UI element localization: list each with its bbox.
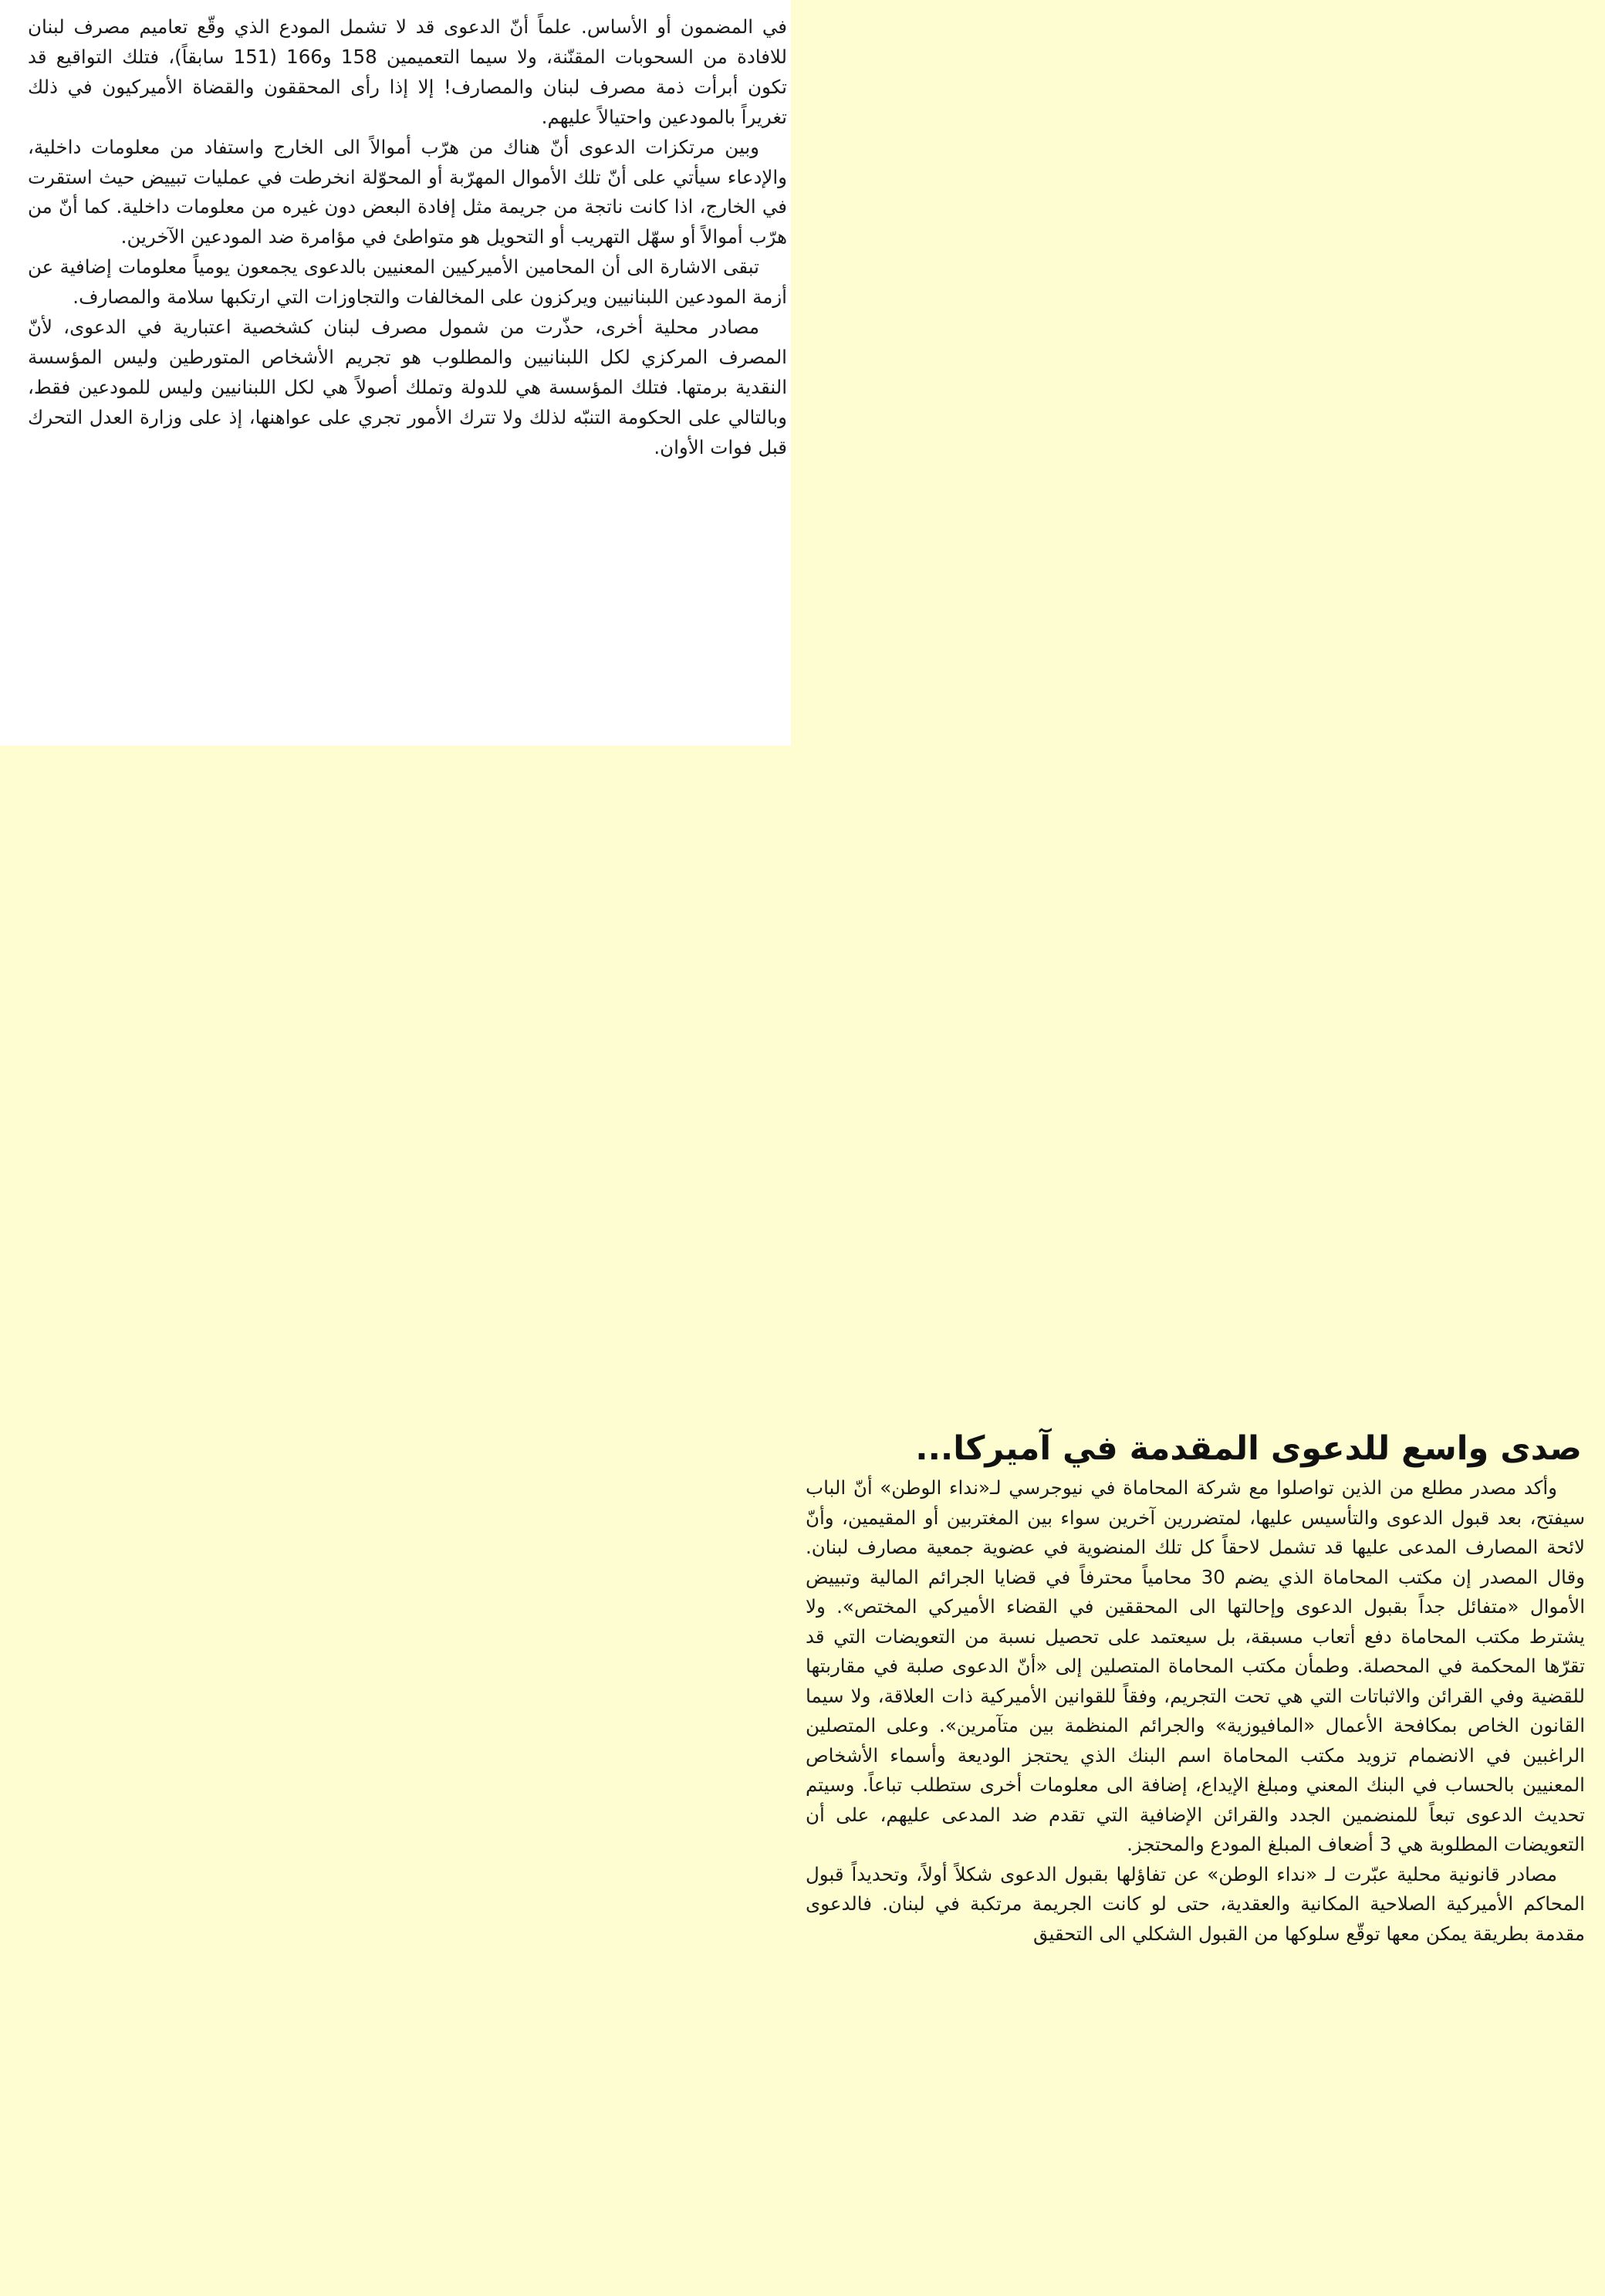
top-article-column xyxy=(28,12,787,463)
bottom-paragraph-1: وأكد مصدر مطلع من الذين تواصلوا مع شركة المحاماة في نيوجرسي لـ«نداء الوطن» أنّ الباب سيفتح، بعد قبول الدعوى والتأسيس عليها، لمتضررين آخرين سواء بين المغتربين أو المقيمين، وأنّ لائحة المصارف المدعى عليها قد تشمل لاحقاً كل تلك المنضوية في عضوية جمعية مصارف لبنان. وقال المصدر إن مكتب المحاماة الذي يضم 30 محامياً محترفاً في قضايا الجرائم المالية وتبييض الأموال «متفائل جداً بقبول الدعوى وإحالتها الى المحققين في القضاء الأميركي المختص». ولا يشترط مكتب المحاماة دفع أتعاب مسبقة، بل سيعتمد على تحصيل نسبة من التعويضات التي قد تقرّها المحكمة في المحصلة. وطمأن مكتب المحاماة المتصلين إلى «أنّ الدعوى صلبة في مقاربتها للقضية وفي القرائن والاثباتات التي هي تحت التجريم، وفقاً للقوانين الأميركية ذات العلاقة، ولا سيما القانون الخاص بمكافحة الأعمال «المافيوزية» والجرائم المنظمة بين متآمرين». وعلى المتصلين الراغبين في الانضمام تزويد مكتب المحاماة اسم البنك الذي يحتجز الوديعة وأسماء الأشخاص المعنيين بالحساب في البنك المعني ومبلغ الإيداع، إضافة الى معلومات أخرى ستطلب تباعاً. وسيتم تحديث الدعوى تبعاً للمنضمين الجدد والقرائن الإضافية التي تقدم ضد المدعى عليهم، على أن التعويضات المطلوبة هي 3 أضعاف المبلغ المودع والمحتجز. xyxy=(806,1476,1585,1855)
bottom-article-column xyxy=(806,1473,1585,1949)
top-paragraph-2: وبين مرتكزات الدعوى أنّ هناك من هرّب أموالاً الى الخارج واستفاد من معلومات داخلية، والإدعاء سيأتي على أنّ تلك الأموال المهرّبة أو المحوّلة انخرطت في عمليات تبييض حيث استقرت في الخارج، اذا كانت ناتجة من جريمة مثل إفادة البعض دون غيره من معلومات داخلية. كما أنّ من هرّب أموالاً أو سهّل التهريب أو التحويل هو متواطئ في مؤامرة ضد المودعين الآخرين. xyxy=(28,135,787,249)
top-paragraph-3: تبقى الاشارة الى أن المحامين الأميركيين المعنيين بالدعوى يجمعون يومياً معلومات إضافية عن أزمة المودعين اللبنانيين ويركزون على المخالفات والتجاوزات التي ارتكبها سلامة والمصارف. xyxy=(28,255,787,309)
top-paragraph-4: مصادر محلية أخرى، حذّرت من شمول مصرف لبنان كشخصية اعتبارية في الدعوى، لأنّ المصرف المركزي لكل اللبنانيين والمطلوب هو تجريم الأشخاص المتورطين وليس المؤسسة النقدية برمتها. فتلك المؤسسة هي للدولة وتملك أصولاً هي لكل اللبنانيين وليس للمودعين فقط، وبالتالي على الحكومة التنبّه لذلك ولا تترك الأمور تجري على عواهنها، إذ على وزارة العدل التحرك قبل فوات الأوان. xyxy=(28,316,787,458)
section-headline: صدى واسع للدعوى المقدمة في آميركا... xyxy=(915,1429,1582,1468)
bottom-paragraph-2: مصادر قانونية محلية عبّرت لـ «نداء الوطن» عن تفاؤلها بقبول الدعوى شكلاً أولاً، وتحديداً قبول المحاكم الأميركية الصلاحية المكانية والعقدية، حتى لو كانت الجريمة مرتكبة في لبنان. فالدعوى مقدمة بطريقة يمكن معها توقّع سلوكها من القبول الشكلي الى التحقيق xyxy=(806,1862,1585,1945)
top-paragraph-1: في المضمون أو الأساس. علماً أنّ الدعوى قد لا تشمل المودع الذي وقّع تعاميم مصرف لبنان للافادة من السحوبات المقنّنة، ولا سيما التعميمين 158 و166 (151 سابقاً)، فتلك التواقيع قد تكون أبرأت ذمة مصرف لبنان والمصارف! إلا إذا رأى المحققون والقضاة الأميركيون في ذلك تغريراً بالمودعين واحتيالاً عليهم. xyxy=(28,15,787,128)
